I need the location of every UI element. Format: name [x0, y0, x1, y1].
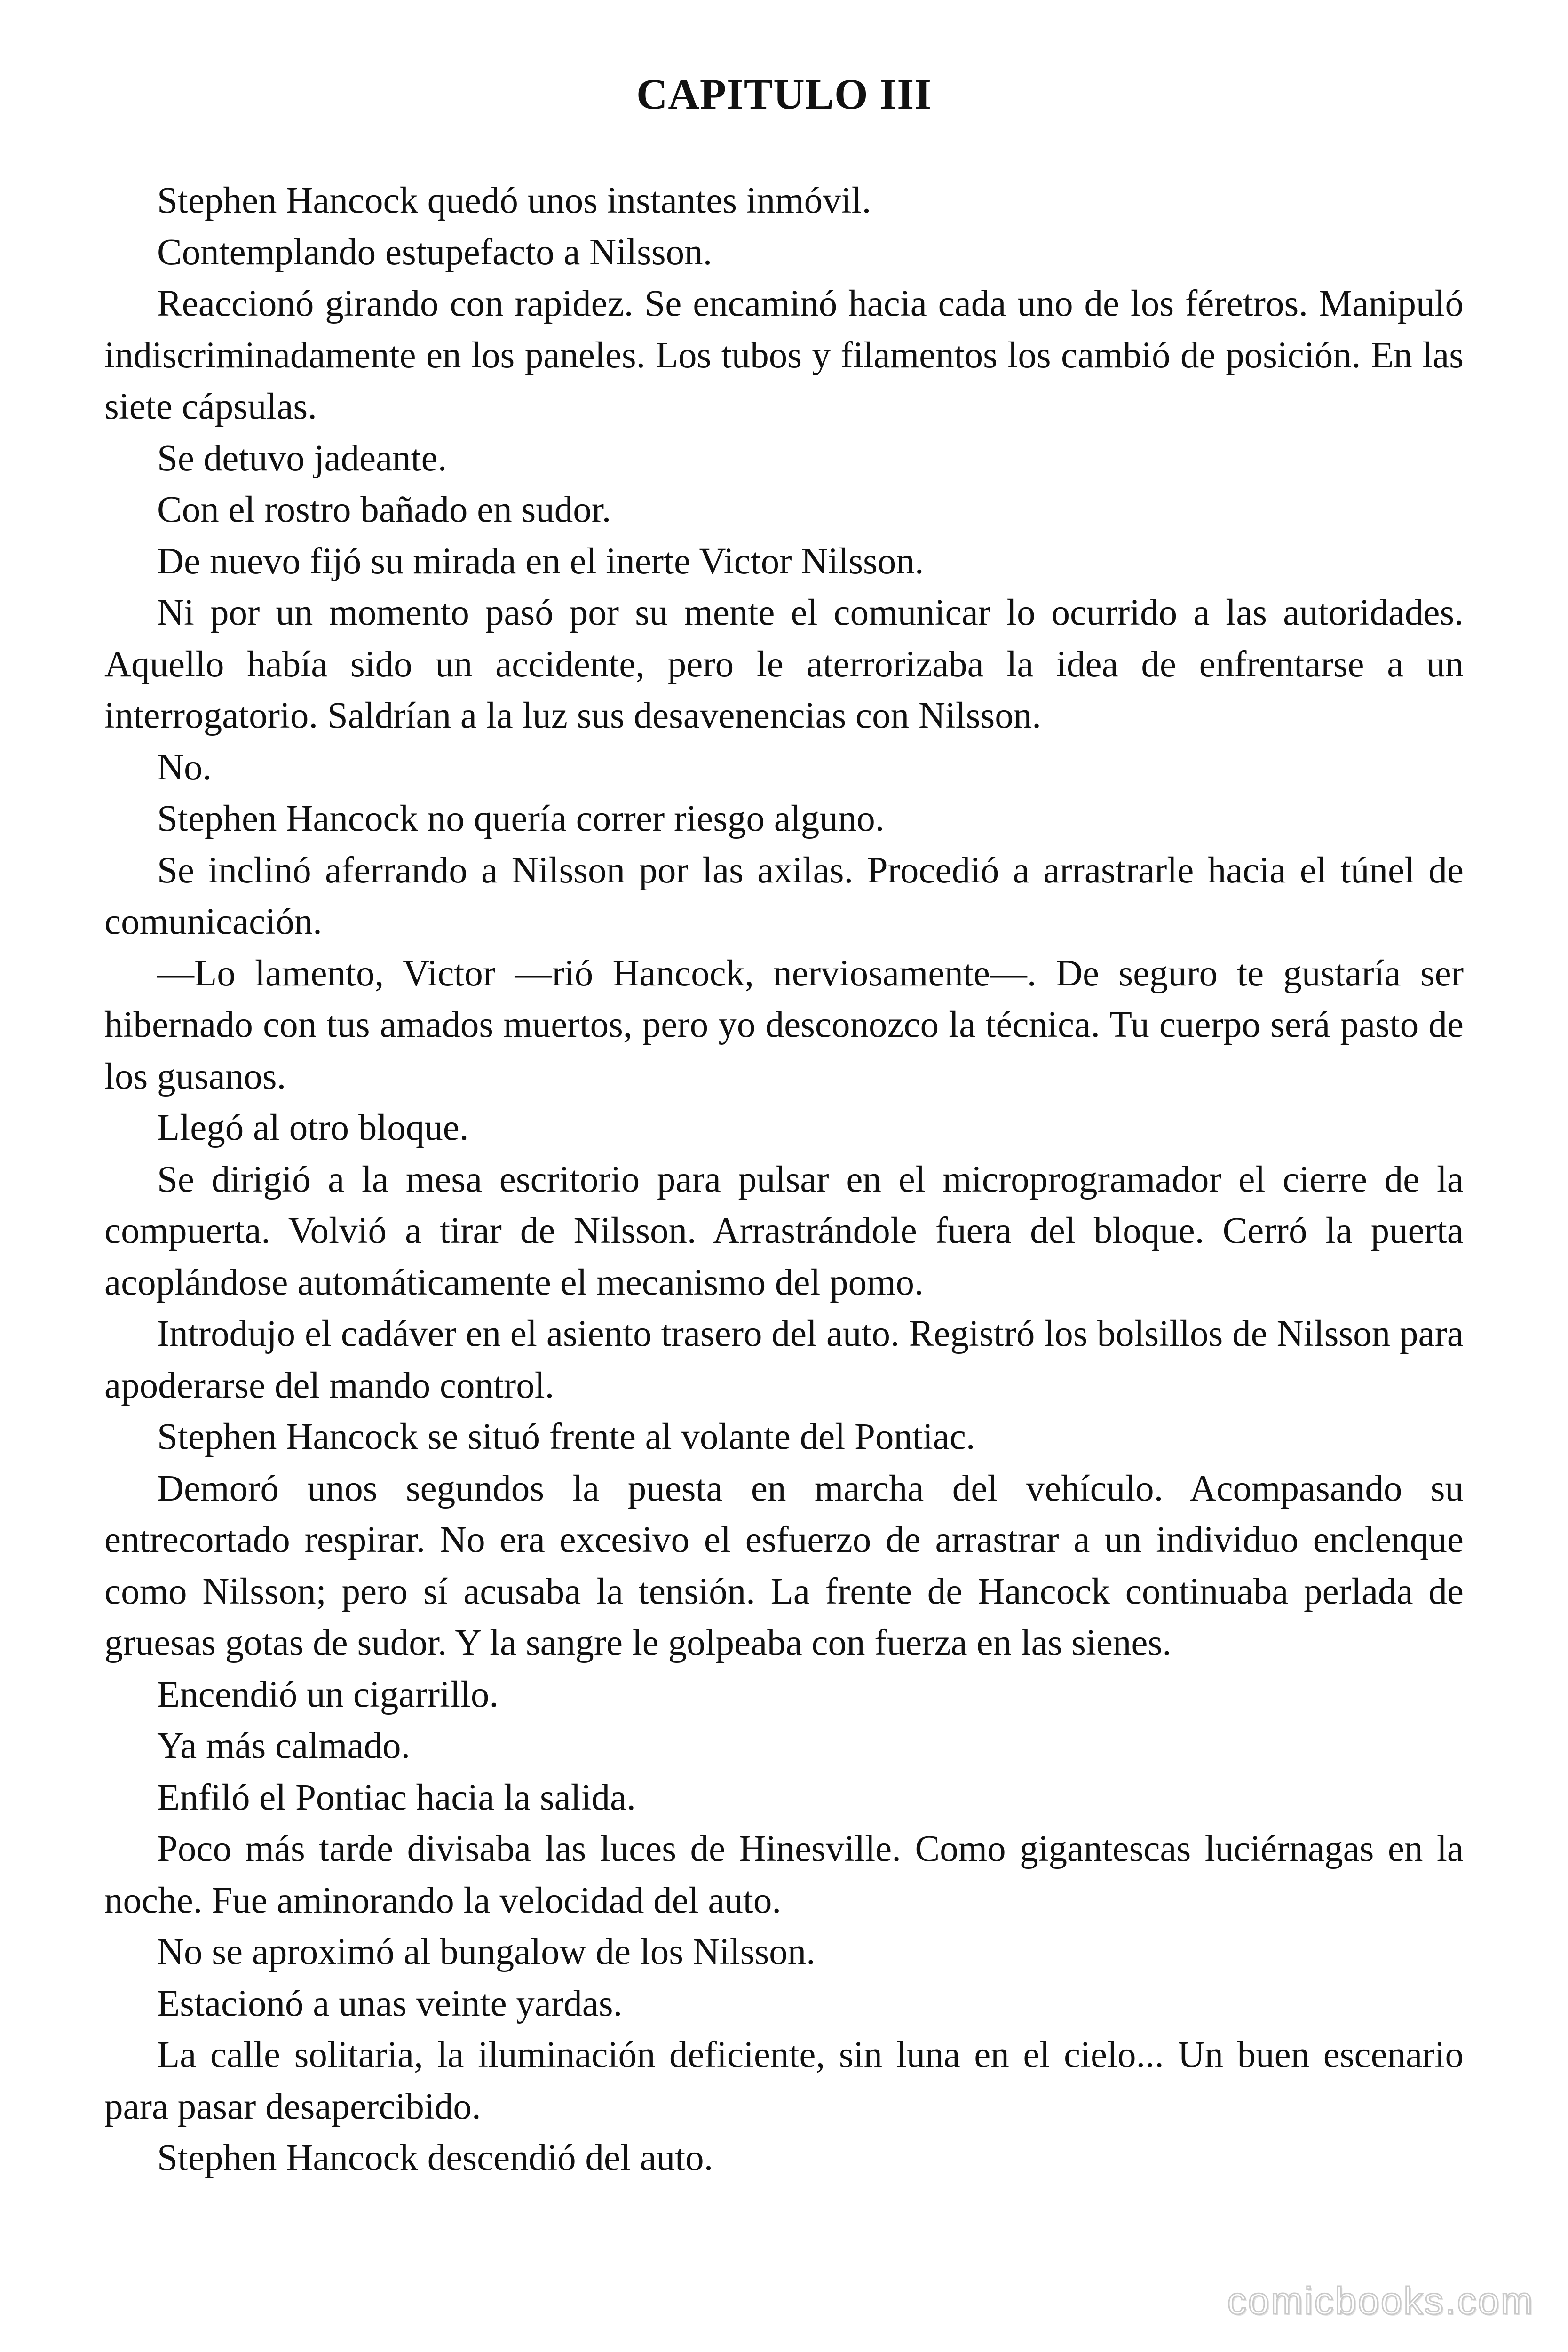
paragraph: Estacionó a unas veinte yardas.: [157, 1983, 623, 2024]
paragraph: No se aproximó al bungalow de los Nilsson.: [157, 1931, 816, 1972]
paragraph: Demoró unos segundos la puesta en marcha del vehículo. Acompasando su entrecortado respirar. No era excesivo el esfuerzo de arrastrar a un individuo enclenque como Nilsson; pero sí acusaba la tensión. La frente de Hancock continuaba perlada de gruesas gotas de sudor. Y la sangre le golpeaba con fuerza en las sienes.: [104, 1468, 1464, 1663]
paragraph: Poco más tarde divisaba las luces de Hinesville. Como gigantescas luciérnagas en la noche. Fue aminorando la velocidad del auto.: [104, 1828, 1464, 1921]
paragraph: Introdujo el cadáver en el asiento trasero del auto. Registró los bolsillos de Nilsson para apoderarse del mando control.: [104, 1313, 1464, 1406]
paragraph: Stephen Hancock se situó frente al volante del Pontiac.: [157, 1416, 975, 1457]
paragraph: Se dirigió a la mesa escritorio para pulsar en el microprogramador el cierre de la compuerta. Volvió a tirar de Nilsson. Arrastrándole fuera del bloque. Cerró la puerta acoplándose automáticamente el mecanismo del pomo.: [104, 1159, 1464, 1303]
paragraph: No.: [157, 747, 212, 788]
body-text: [104, 175, 1464, 2184]
chapter-title: CAPITULO III: [636, 70, 932, 118]
paragraph: La calle solitaria, la iluminación deficiente, sin luna en el cielo... Un buen escenario para pasar desapercibido.: [104, 2034, 1464, 2127]
paragraph: Enfiló el Pontiac hacia la salida.: [157, 1777, 636, 1818]
watermark: comicbooks.com: [1227, 2280, 1534, 2322]
paragraph: Stephen Hancock descendió del auto.: [157, 2137, 713, 2178]
paragraph: —Lo lamento, Victor —rió Hancock, nerviosamente—. De seguro te gustaría ser hibernado con tus amados muertos, pero yo desconozco la técnica. Tu cuerpo será pasto de los gusanos.: [104, 953, 1464, 1097]
paragraph: Reaccionó girando con rapidez. Se encaminó hacia cada uno de los féretros. Manipuló indiscriminadamente en los paneles. Los tubos y filamentos los cambió de posición. En las siete cápsulas.: [104, 283, 1464, 427]
paragraph: Se detuvo jadeante.: [157, 437, 447, 479]
paragraph: Ni por un momento pasó por su mente el comunicar lo ocurrido a las autoridades. Aquello había sido un accidente, pero le aterrorizaba la idea de enfrentarse a un interrogatorio. Saldrían a la luz sus desavenencias con Nilsson.: [104, 592, 1464, 736]
paragraph: Contemplando estupefacto a Nilsson.: [157, 231, 713, 273]
paragraph: Stephen Hancock no quería correr riesgo alguno.: [157, 798, 885, 839]
paragraph: Ya más calmado.: [157, 1725, 411, 1766]
paragraph: Stephen Hancock quedó unos instantes inmóvil.: [157, 180, 871, 221]
paragraph: Se inclinó aferrando a Nilsson por las axilas. Procedió a arrastrarle hacia el túnel de comunicación.: [104, 850, 1464, 942]
paragraph: De nuevo fijó su mirada en el inerte Victor Nilsson.: [157, 540, 924, 582]
paragraph: Llegó al otro bloque.: [157, 1107, 469, 1148]
paragraph: Con el rostro bañado en sudor.: [157, 489, 611, 530]
paragraph: Encendió un cigarrillo.: [157, 1674, 499, 1715]
